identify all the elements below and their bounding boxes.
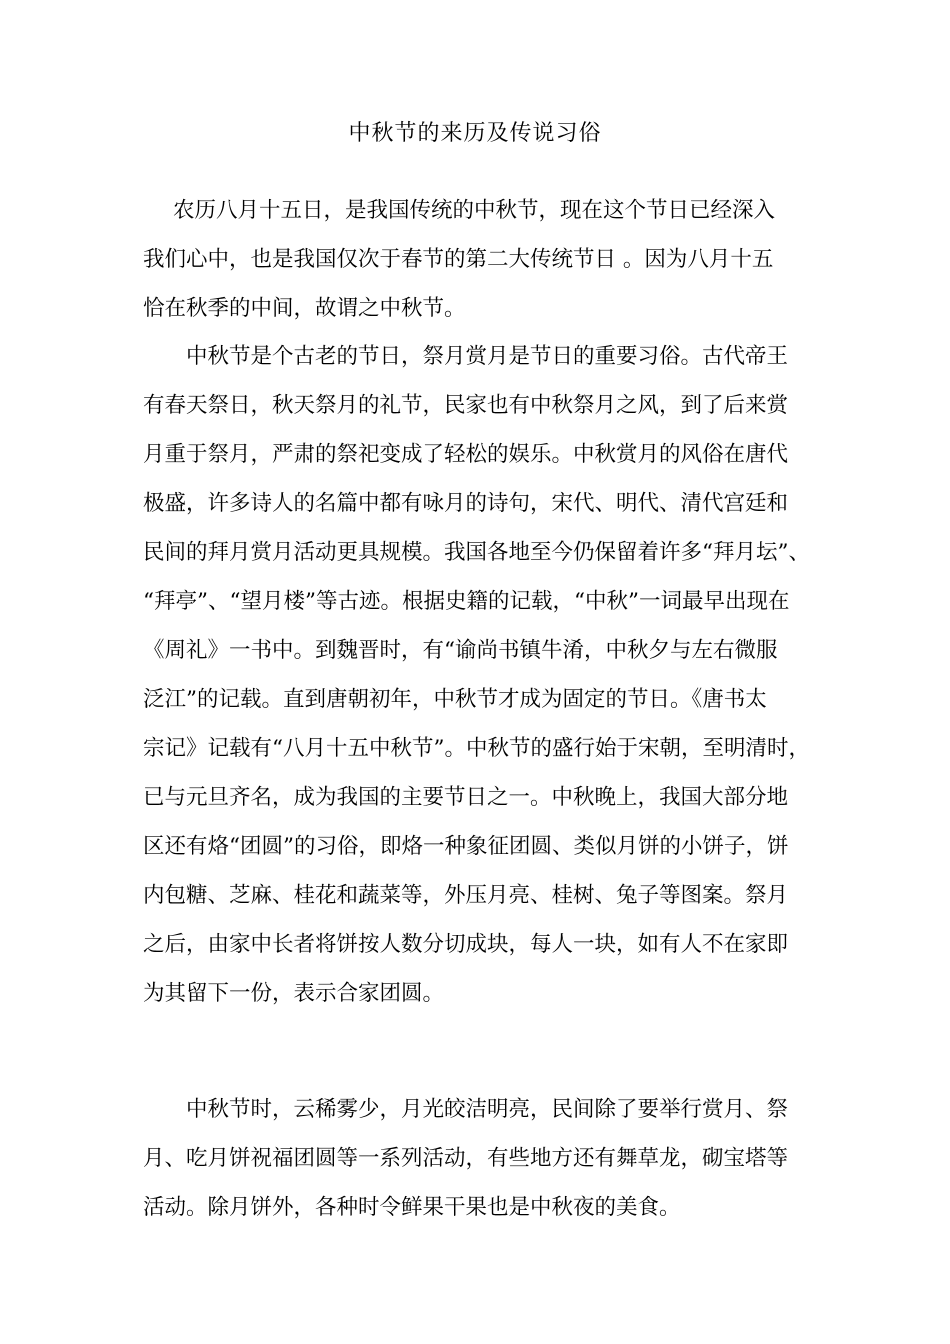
- paragraph-line: 中秋节是个古老的节日，祭月赏月是节日的重要习俗。古代帝王: [186, 344, 789, 369]
- paragraph-line: 我们心中，也是我国仅次于春节的第二大传统节日 。因为八月十五: [143, 247, 774, 272]
- paragraph-line: 中秋节时，云稀雾少，月光皎洁明亮，民间除了要举行赏月、祭: [186, 1097, 789, 1122]
- paragraph-line: 已与元旦齐名，成为我国的主要节日之一。中秋晚上，我国大部分地: [143, 785, 789, 810]
- paragraph-intro: [143, 186, 813, 333]
- paragraph-line: 《周礼》一书中。到魏晋时，有“谕尚书镇牛淆，中秋夕与左右微服: [143, 638, 778, 663]
- paragraph-line: 农历八月十五日，是我国传统的中秋节，现在这个节日已经深入: [173, 198, 776, 223]
- paragraph-line: 之后，由家中长者将饼按人数分切成块，每人一块，如有人不在家即: [143, 932, 789, 957]
- paragraph-line: 恰在秋季的中间，故谓之中秋节。: [143, 296, 466, 321]
- paragraph-history: [143, 332, 813, 1018]
- paragraph-line: 活动。除月饼外，各种时令鲜果干果也是中秋夜的美食。: [143, 1195, 681, 1220]
- document-title: 中秋节的来历及传说习俗: [348, 121, 602, 146]
- paragraph-line: 极盛，许多诗人的名篇中都有咏月的诗句，宋代、明代、清代宫廷和: [143, 491, 789, 516]
- paragraph-line: 宗记》记载有“八月十五中秋节”。中秋节的盛行始于宋朝，至明清时，: [143, 736, 810, 761]
- paragraph-line: 内包糖、芝麻、桂花和蔬菜等，外压月亮、桂树、兔子等图案。祭月: [143, 883, 789, 908]
- paragraph-line: 月重于祭月，严肃的祭祀变成了轻松的娱乐。中秋赏月的风俗在唐代: [143, 442, 789, 467]
- paragraph-line: 有春天祭日，秋天祭月的礼节，民家也有中秋祭月之风，到了后来赏: [143, 393, 789, 418]
- paragraph-line: 民间的拜月赏月活动更具规模。我国各地至今仍保留着许多“拜月坛”、: [143, 540, 810, 565]
- paragraph-activities: [143, 1085, 813, 1232]
- paragraph-line: “拜亭”、“望月楼”等古迹。根据史籍的记载，“中秋”一词最早出现在: [143, 589, 790, 614]
- paragraph-line: 泛江”的记载。直到唐朝初年，中秋节才成为固定的节日。《唐书太: [143, 687, 767, 712]
- paragraph-line: 为其留下一份，表示合家团圆。: [143, 981, 445, 1006]
- paragraph-line: 区还有烙“团圆”的习俗，即烙一种象征团圆、类似月饼的小饼子，饼: [143, 834, 789, 859]
- paragraph-line: 月、吃月饼祝福团圆等一系列活动，有些地方还有舞草龙，砌宝塔等: [143, 1146, 789, 1171]
